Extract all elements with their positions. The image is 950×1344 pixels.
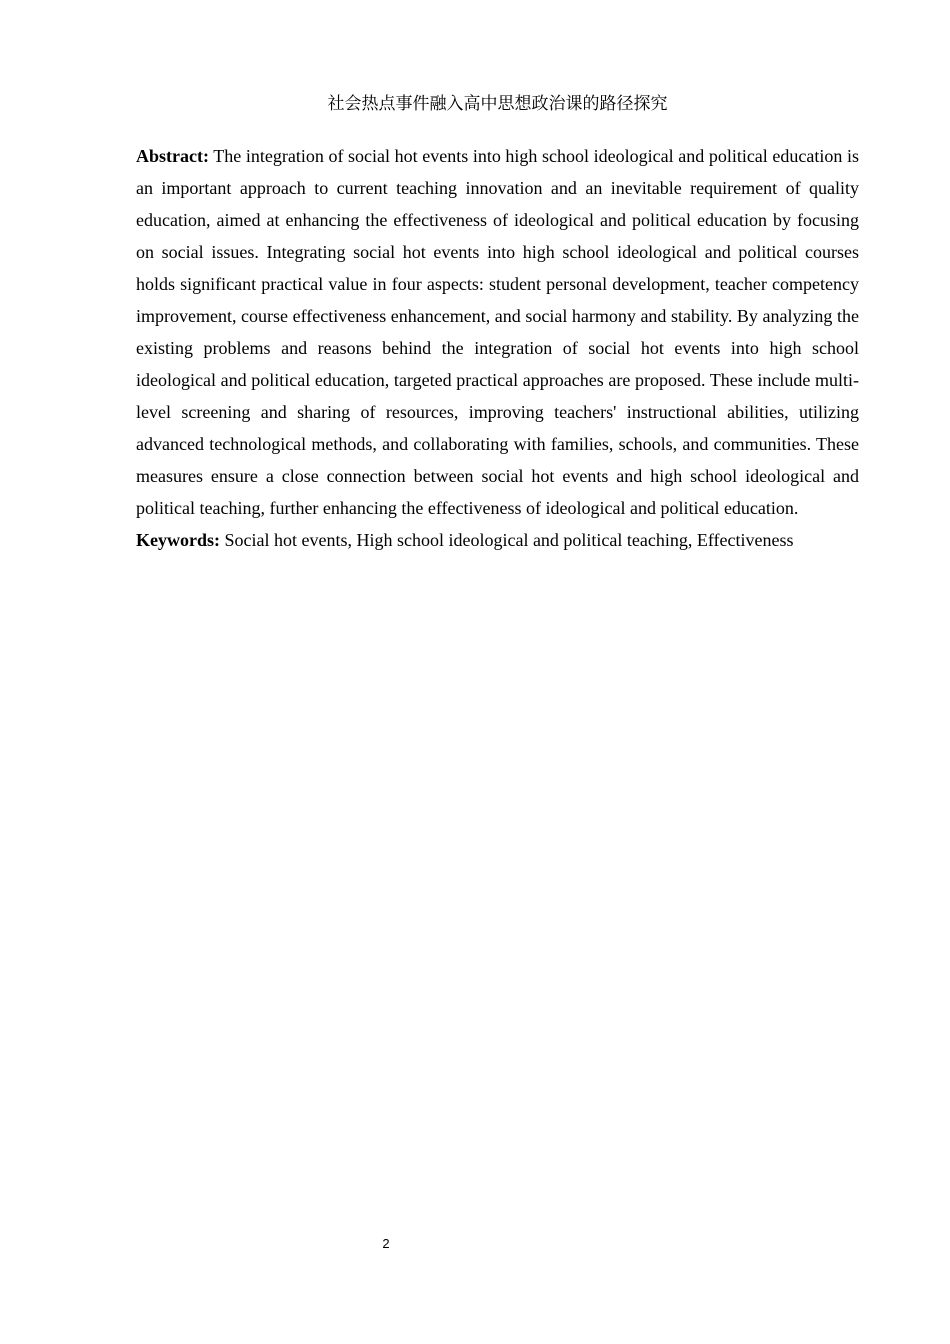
keywords-text: Social hot events, High school ideological and political teaching, Effectiveness <box>224 530 794 550</box>
running-header-title: 社会热点事件融入高中思想政治课的路径探究 <box>327 94 668 114</box>
abstract-section <box>136 140 859 556</box>
abstract-paragraph <box>136 140 859 524</box>
page-number: 2 <box>382 1236 390 1251</box>
keywords-paragraph <box>136 524 859 556</box>
abstract-text: The integration of social hot events into high school ideological and political education is an important approach to current teaching innovation and an inevitable requirement of quality education, aimed at enhancing the effectiveness of ideological and political education by focusing on social issues. Integrating social hot events into high school ideological and political courses holds significant practical value in four aspects: student personal development, teacher competency improvement, course effectiveness enhancement, and social harmony and stability. By analyzing the existing problems and reasons behind the integration of social hot events into high school ideological and political education, targeted practical approaches are proposed. These include multi-level screening and sharing of resources, improving teachers' instructional abilities, utilizing advanced technological methods, and collaborating with families, schools, and communities. These measures ensure a close connection between social hot events and high school ideological and political teaching, further enhancing the effectiveness of ideological and political education. <box>136 146 859 518</box>
abstract-label: Abstract: <box>136 146 209 166</box>
keywords-label: Keywords: <box>136 530 220 550</box>
